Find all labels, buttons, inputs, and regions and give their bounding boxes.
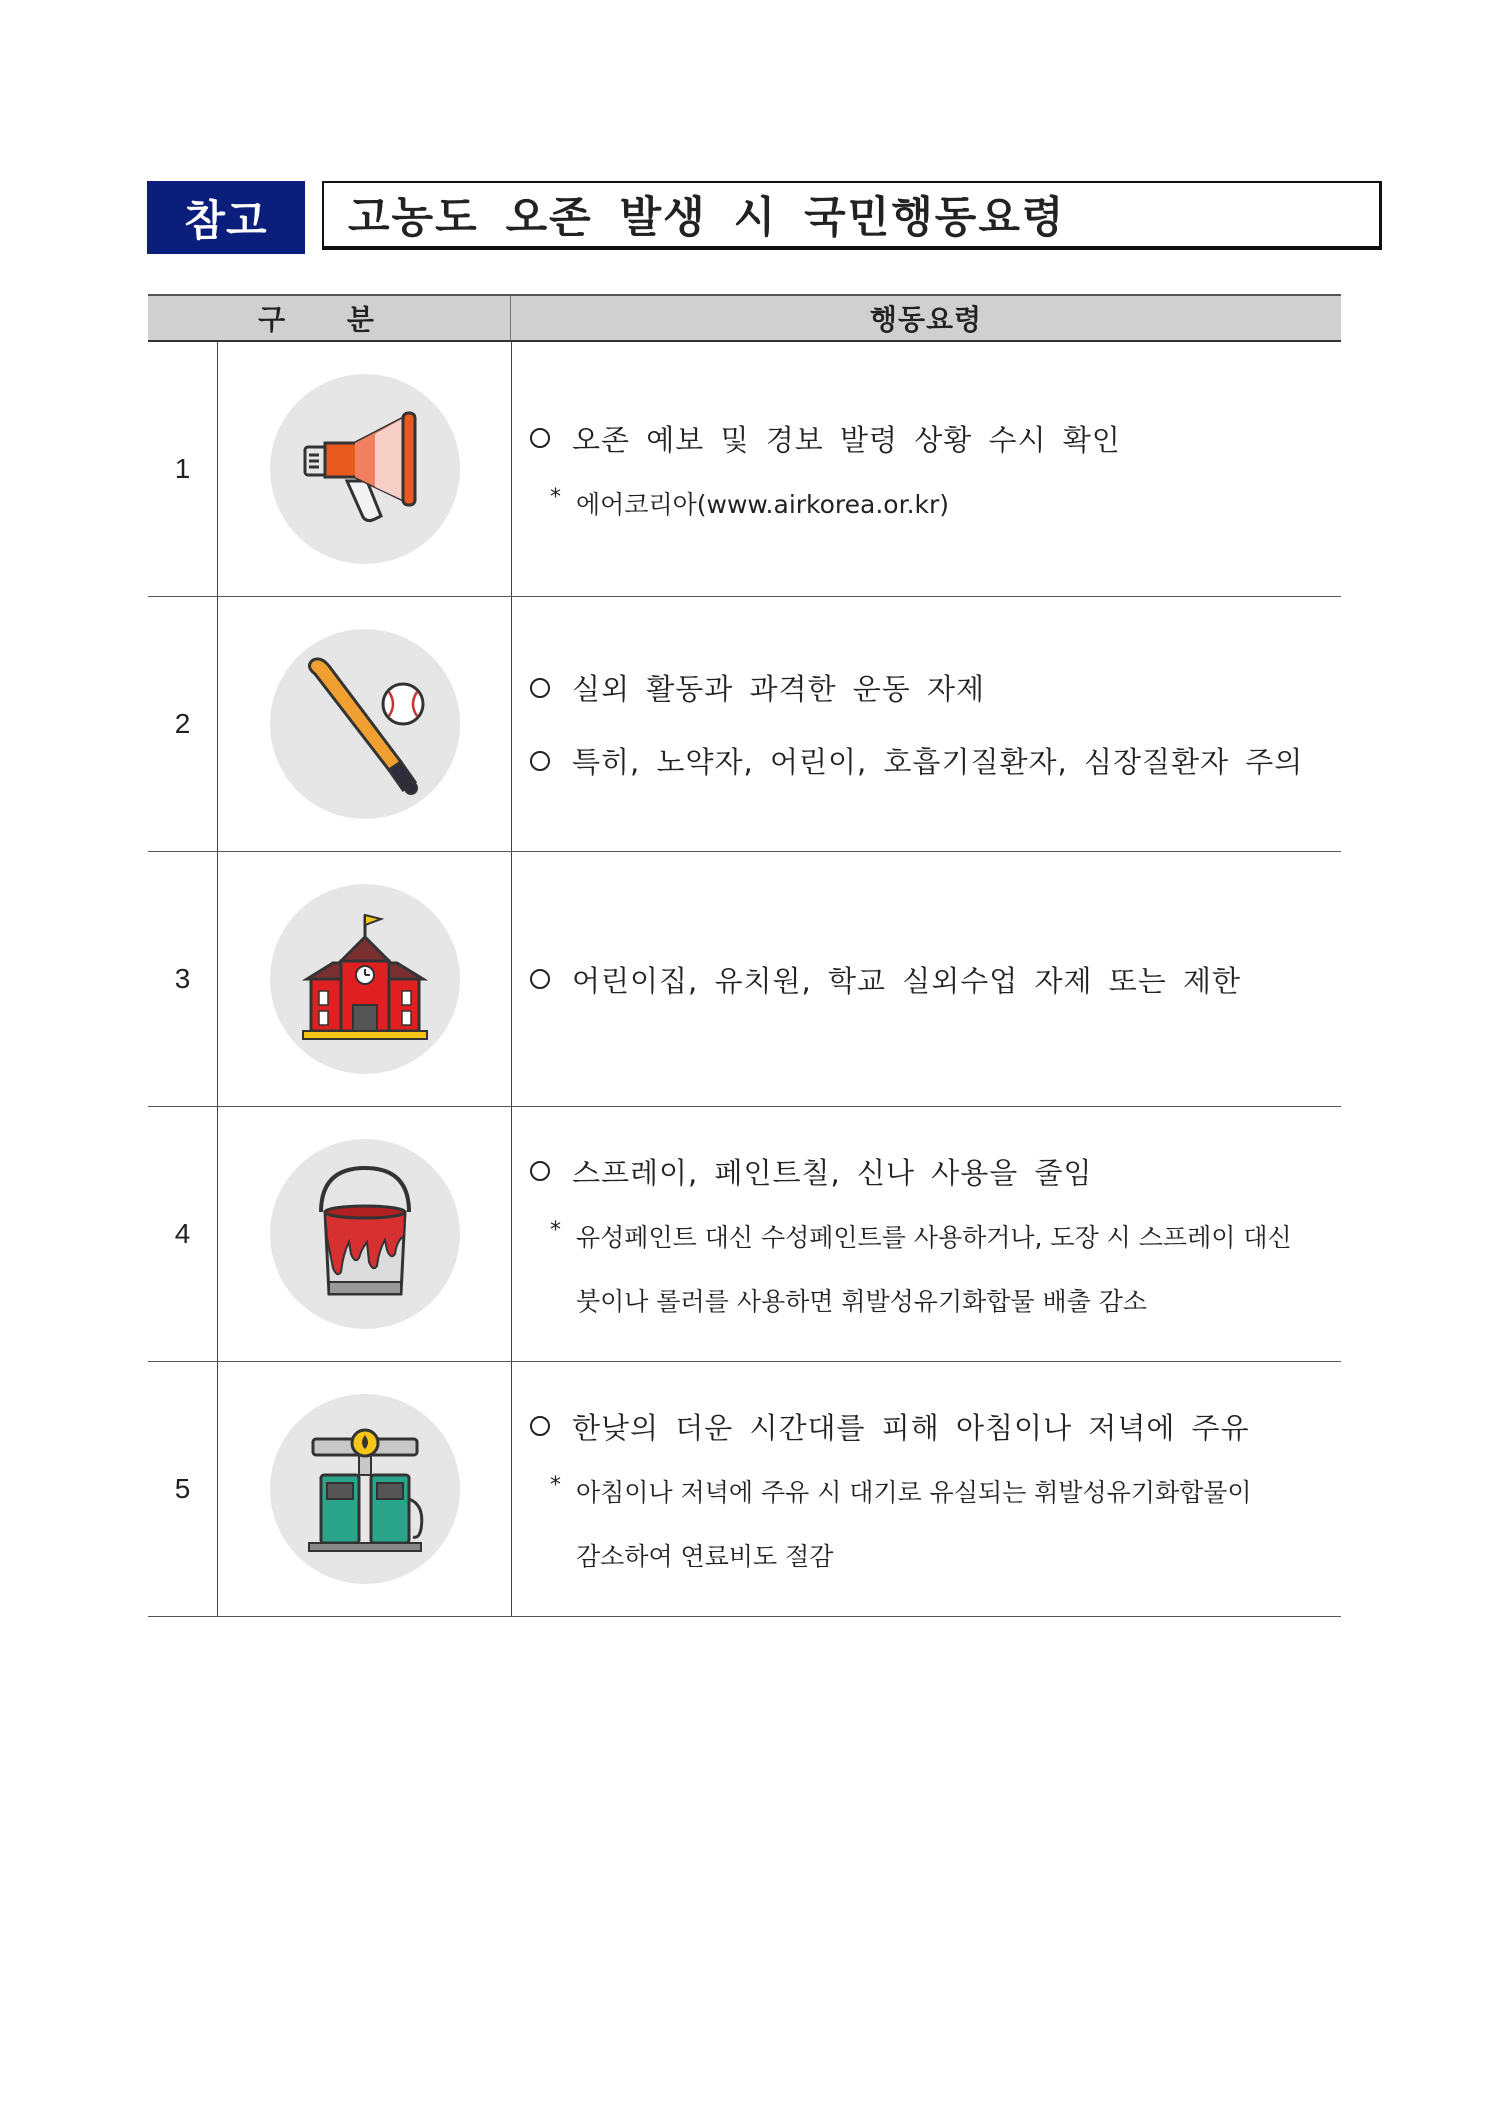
icon-cell bbox=[218, 852, 512, 1106]
icon-cell bbox=[218, 1362, 512, 1616]
title-box bbox=[322, 181, 1382, 250]
table-row bbox=[148, 342, 1341, 597]
row-number: 1 bbox=[148, 342, 218, 596]
icon-cell bbox=[218, 342, 512, 596]
row-number: 3 bbox=[148, 852, 218, 1106]
action-cell bbox=[512, 342, 1341, 596]
action-item bbox=[530, 740, 1341, 781]
note-text: 아침이나 저녁에 주유 시 대기로 유실되는 휘발성유기화합물이 bbox=[576, 1477, 1252, 1507]
note bbox=[530, 485, 1341, 521]
action-item bbox=[530, 1151, 1341, 1192]
note-text: 감소하여 연료비도 절감 bbox=[576, 1541, 834, 1571]
paint-bucket-icon bbox=[270, 1139, 460, 1329]
row-number: 4 bbox=[148, 1107, 218, 1361]
school-icon bbox=[270, 884, 460, 1074]
table-row bbox=[148, 1362, 1341, 1617]
asterisk-icon: * bbox=[550, 1472, 561, 1498]
megaphone-icon bbox=[270, 374, 460, 564]
action-item bbox=[530, 667, 1341, 708]
action-text: 실외 활동과 과격한 운동 자제 bbox=[572, 672, 986, 706]
note-text: 붓이나 롤러를 사용하면 휘발성유기화합물 배출 감소 bbox=[576, 1286, 1148, 1316]
row-number: 5 bbox=[148, 1362, 218, 1616]
action-cell bbox=[512, 1107, 1341, 1361]
action-item bbox=[530, 959, 1341, 1000]
table-row bbox=[148, 852, 1341, 1107]
table-row bbox=[148, 1107, 1341, 1362]
action-cell bbox=[512, 852, 1341, 1106]
baseball-bat-icon bbox=[270, 629, 460, 819]
note-text: 유성페인트 대신 수성페인트를 사용하거나, 도장 시 스프레이 대신 bbox=[576, 1222, 1292, 1252]
action-text: 한낮의 더운 시간대를 피해 아침이나 저녁에 주유 bbox=[572, 1410, 1250, 1445]
table-header bbox=[148, 294, 1341, 342]
circle-bullet-icon bbox=[530, 428, 550, 448]
action-cell bbox=[512, 597, 1341, 851]
action-text: 오존 예보 및 경보 발령 상황 수시 확인 bbox=[572, 422, 1121, 457]
circle-bullet-icon bbox=[530, 1416, 550, 1436]
icon-cell bbox=[218, 597, 512, 851]
icon-cell bbox=[218, 1107, 512, 1361]
column-header-action: 행동요령 bbox=[869, 303, 983, 336]
circle-bullet-icon bbox=[530, 751, 550, 771]
column-header-category: 구 분 bbox=[148, 296, 511, 340]
table-row bbox=[148, 597, 1341, 852]
action-cell bbox=[512, 1362, 1341, 1616]
circle-bullet-icon bbox=[530, 1161, 550, 1181]
circle-bullet-icon bbox=[530, 678, 550, 698]
action-item bbox=[530, 418, 1341, 459]
asterisk-icon: * bbox=[550, 1217, 561, 1243]
action-text: 특히, 노약자, 어린이, 호흡기질환자, 심장질환자 주의 bbox=[572, 745, 1304, 779]
circle-bullet-icon bbox=[530, 969, 550, 989]
asterisk-icon: * bbox=[550, 484, 561, 510]
action-text: 스프레이, 페인트칠, 신나 사용을 줄임 bbox=[572, 1155, 1093, 1190]
action-table bbox=[148, 294, 1341, 1617]
note-text: 에어코리아(www.airkorea.or.kr) bbox=[576, 489, 950, 519]
gas-station-icon bbox=[270, 1394, 460, 1584]
action-item bbox=[530, 1406, 1341, 1447]
action-text: 어린이집, 유치원, 학교 실외수업 자제 또는 제한 bbox=[572, 963, 1242, 998]
page-title: 고농도 오존 발생 시 국민행동요령 bbox=[348, 193, 1066, 243]
row-number: 2 bbox=[148, 597, 218, 851]
note bbox=[530, 1218, 1341, 1318]
reference-badge: 참고 bbox=[147, 181, 305, 254]
note bbox=[530, 1473, 1341, 1573]
